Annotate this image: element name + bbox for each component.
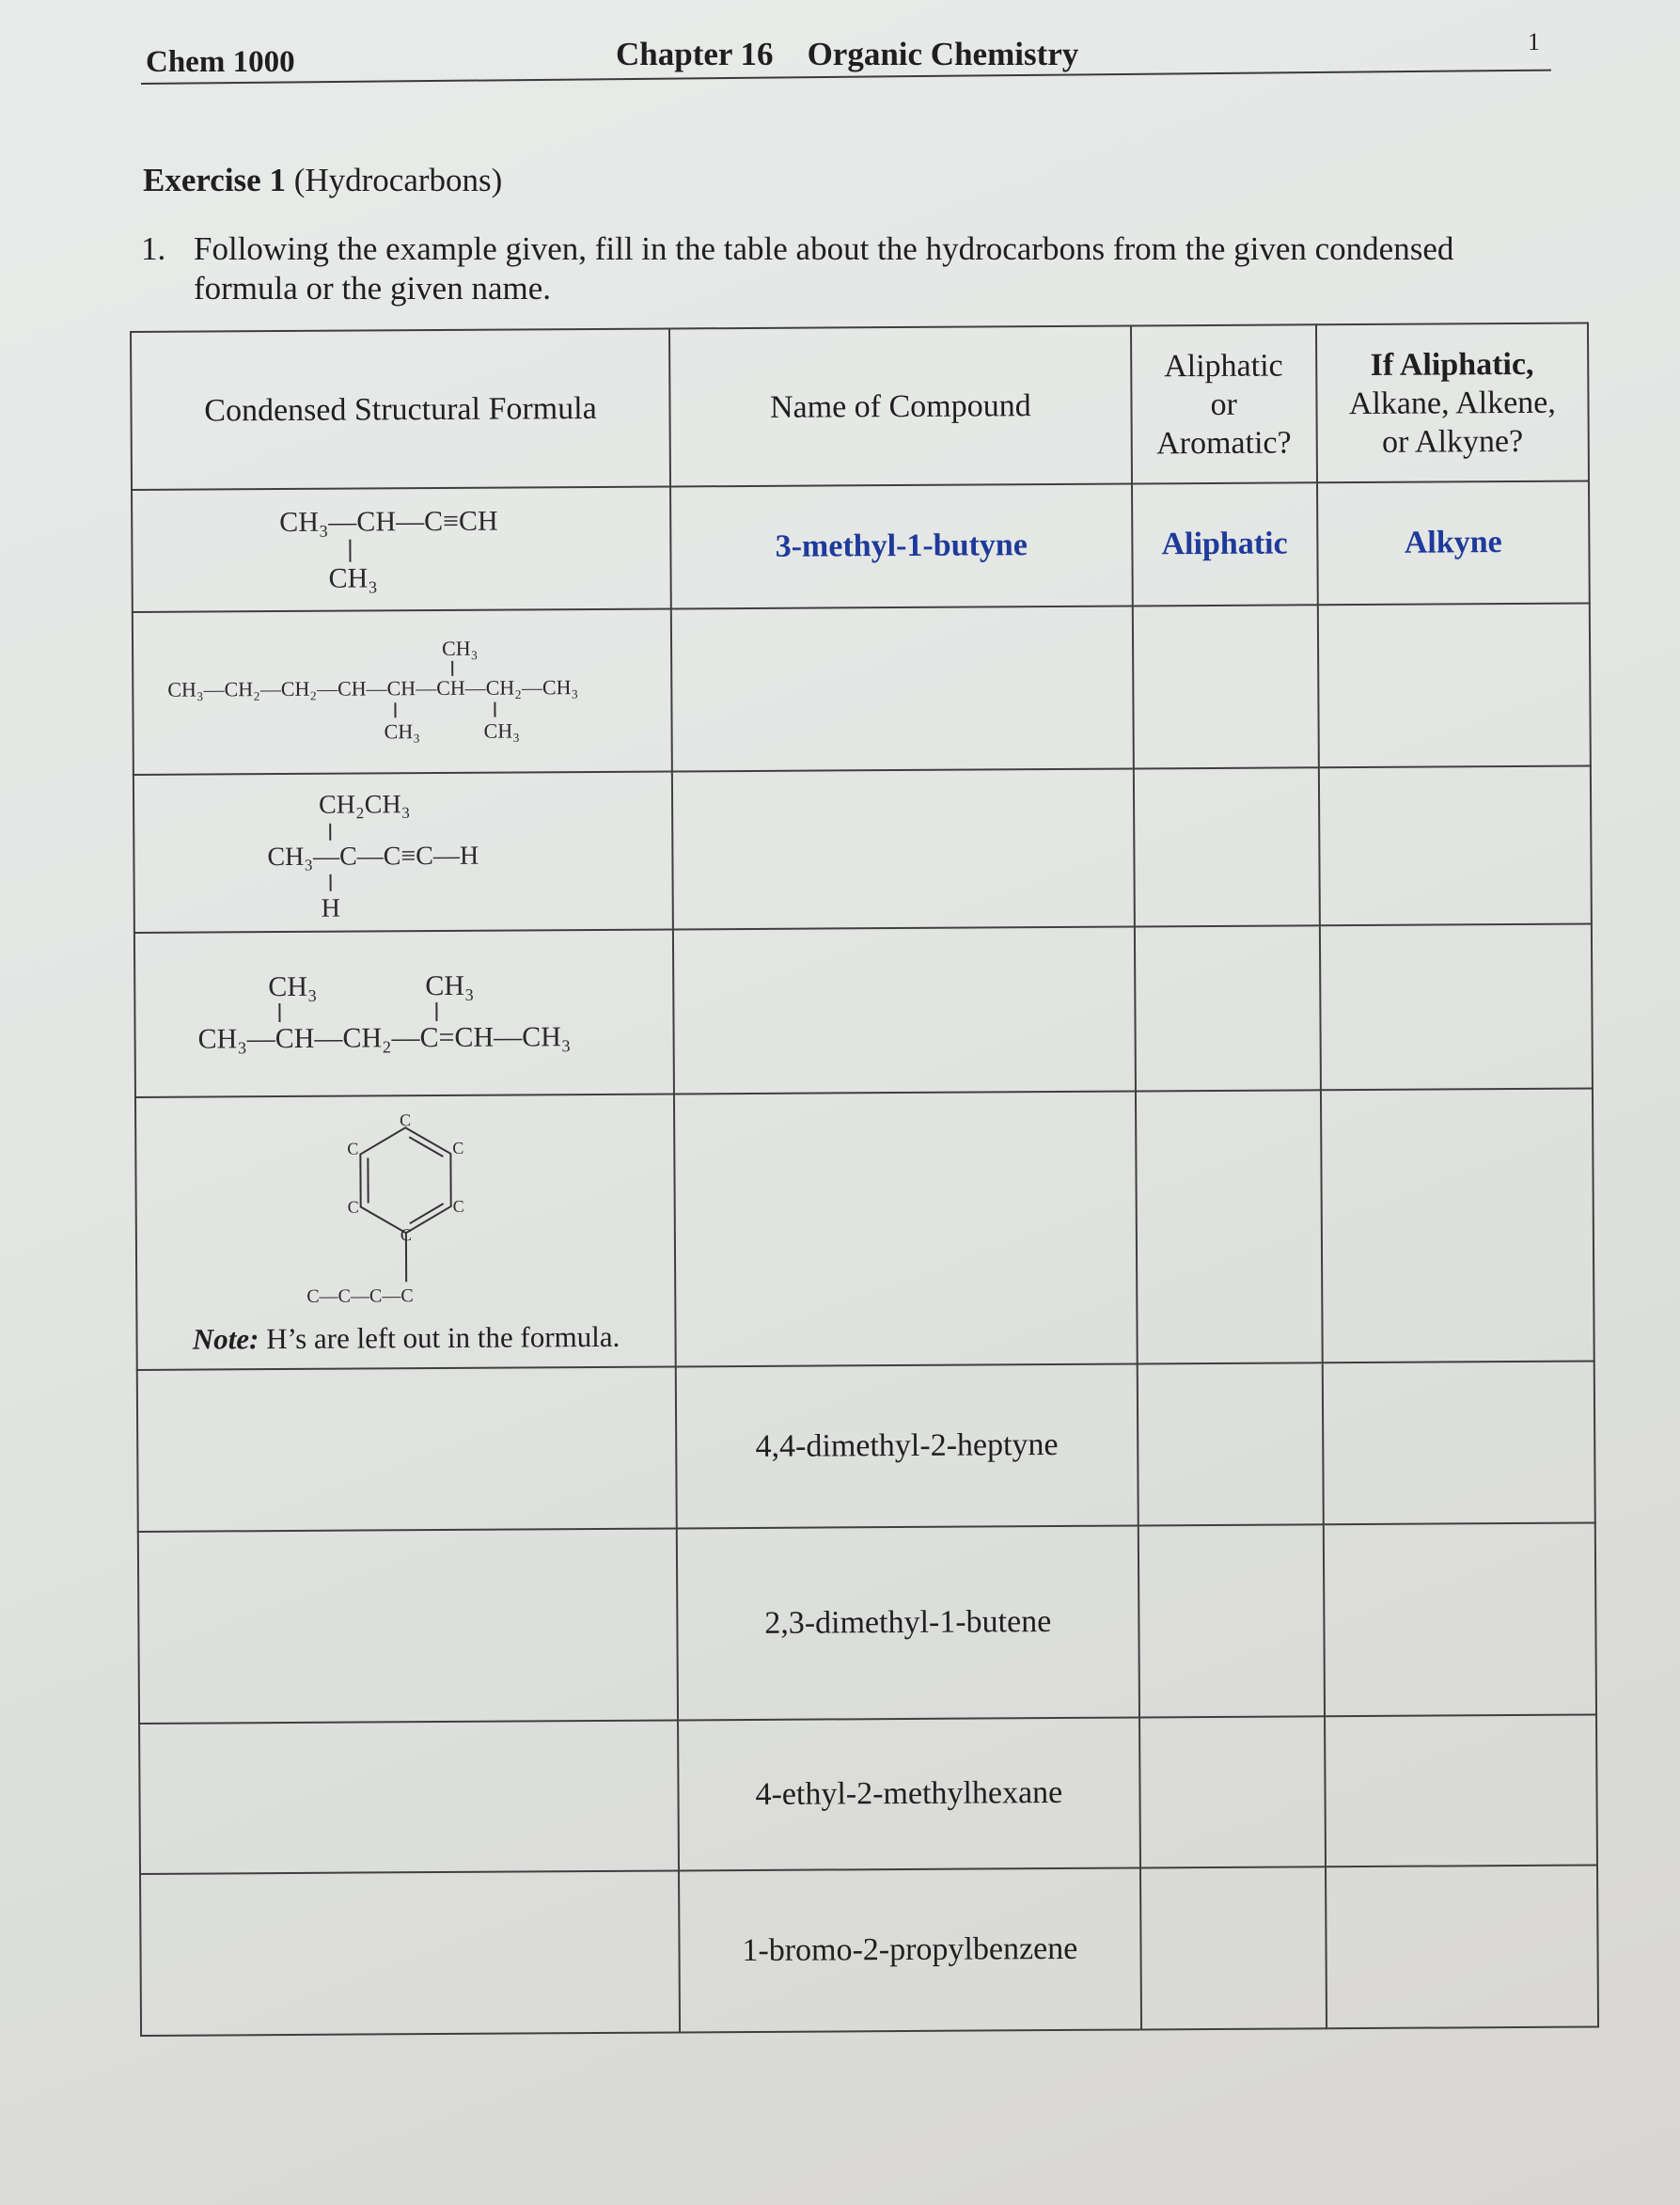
ring-atom: C xyxy=(347,1197,359,1217)
type-cell-blank[interactable] xyxy=(1320,924,1593,1091)
chapter-number: Chapter 16 xyxy=(616,36,774,72)
exercise-title-bold: Exercise 1 xyxy=(143,162,286,198)
type-cell-blank[interactable] xyxy=(1325,1714,1597,1866)
ring-atom: C xyxy=(451,1138,463,1158)
type-cell-blank[interactable] xyxy=(1322,1362,1594,1525)
name-cell-blank[interactable] xyxy=(674,1091,1137,1366)
ring-atom: C xyxy=(346,1139,358,1158)
table-row xyxy=(140,1865,1598,2035)
type-cell-blank[interactable] xyxy=(1321,1089,1594,1363)
chapter-heading xyxy=(616,36,1078,73)
header-aliphatic: Aliphatic or Aromatic? xyxy=(1131,324,1317,483)
table-row xyxy=(132,481,1590,612)
formula-substituent: CH₂CH₃ xyxy=(318,790,411,820)
formula-cell-blank[interactable] xyxy=(137,1366,677,1531)
instruction-text: Following the example given, fill in the table about the hydrocarbons from the given condensed formula or the given name. xyxy=(194,230,1454,307)
given-name: 4-ethyl-2-methylhexane xyxy=(678,1717,1140,1870)
item-number: 1. xyxy=(141,230,166,267)
header-name: Name of Compound xyxy=(669,325,1132,486)
formula-cell xyxy=(135,1094,676,1369)
formula-note: Note: H’s are left out in the formula. xyxy=(192,1319,620,1356)
formula-main-chain: CH₃—C—C≡C—H xyxy=(266,841,479,873)
table-row xyxy=(139,1714,1597,1873)
formula-cell-blank[interactable] xyxy=(139,1720,679,1873)
hydrocarbon-table xyxy=(130,323,1599,2037)
class-cell-blank[interactable] xyxy=(1140,1866,1327,2029)
formula-cell xyxy=(134,929,674,1096)
formula-substituent: CH₃ xyxy=(328,562,378,594)
exercise-title-rest: (Hydrocarbons) xyxy=(285,162,503,198)
exercise-title xyxy=(143,162,502,199)
formula-3-methyl-1-butyne xyxy=(204,496,600,603)
class-cell-blank[interactable] xyxy=(1136,1090,1323,1363)
type-cell-blank[interactable] xyxy=(1323,1523,1596,1717)
header-formula: Condensed Structural Formula xyxy=(131,328,670,489)
formula-cell xyxy=(132,486,671,611)
class-cell-blank[interactable] xyxy=(1132,605,1318,768)
formula-main-chain: CH₃—CH—C≡CH xyxy=(278,505,498,539)
table-row xyxy=(137,1362,1595,1532)
formula-branched-octane xyxy=(157,620,647,764)
type-cell-blank[interactable] xyxy=(1317,604,1590,768)
type-cell-blank[interactable] xyxy=(1326,1865,1598,2028)
course-label: Chem 1000 xyxy=(146,45,295,79)
example-name: 3-methyl-1-butyne xyxy=(670,483,1132,608)
formula-substituent: CH₃ xyxy=(424,969,475,1001)
ring-atom: C xyxy=(399,1110,411,1130)
chapter-topic: Organic Chemistry xyxy=(807,36,1079,72)
side-chain: C—C—C—C xyxy=(306,1285,414,1307)
instruction xyxy=(141,229,1523,308)
given-name: 2,3-dimethyl-1-butene xyxy=(677,1525,1139,1720)
given-name: 4,4-dimethyl-2-heptyne xyxy=(676,1363,1138,1528)
formula-3-methyl-1-pentyne xyxy=(205,780,601,924)
name-cell-blank[interactable] xyxy=(671,606,1134,771)
class-cell-blank[interactable] xyxy=(1138,1524,1324,1717)
ring-atom: C xyxy=(452,1196,464,1216)
formula-substituent: CH₃ xyxy=(483,717,520,743)
table-header-row xyxy=(131,323,1589,490)
class-cell-blank[interactable] xyxy=(1135,925,1321,1091)
header-type: If Aliphatic, Alkane, Alkene, or Alkyne? xyxy=(1316,323,1589,483)
formula-hydrogen: H xyxy=(321,893,340,923)
formula-substituent: CH₃ xyxy=(441,636,478,660)
formula-substituent: CH₃ xyxy=(267,970,318,1002)
class-cell-blank[interactable] xyxy=(1139,1716,1326,1867)
table-row xyxy=(133,604,1591,775)
formula-substituent: CH₃ xyxy=(384,718,420,743)
given-name: 1-bromo-2-propylbenzene xyxy=(679,1867,1141,2032)
table-row xyxy=(134,924,1593,1097)
formula-cell-blank[interactable] xyxy=(140,1870,680,2035)
name-cell-blank[interactable] xyxy=(673,926,1136,1094)
formula-cell xyxy=(133,771,673,932)
ring-atom: C xyxy=(400,1225,412,1245)
table-row xyxy=(138,1523,1596,1724)
table-row xyxy=(135,1089,1594,1370)
table-row xyxy=(133,766,1592,933)
formula-dimethyl-hexene xyxy=(169,955,640,1071)
example-type: Alkyne xyxy=(1317,481,1590,606)
formula-cell-blank[interactable] xyxy=(138,1528,678,1723)
example-class: Aliphatic xyxy=(1132,482,1318,606)
formula-cell xyxy=(133,608,672,774)
type-cell-blank[interactable] xyxy=(1319,766,1592,926)
formula-main-chain: CH₃—CH—CH₂—C=CH—CH₃ xyxy=(197,1020,571,1055)
name-cell-blank[interactable] xyxy=(672,768,1135,929)
formula-main-chain: CH₃—CH₂—CH₂—CH—CH—CH—CH₂—CH₃ xyxy=(166,674,578,701)
formula-propylbenzene-ring xyxy=(292,1108,519,1315)
class-cell-blank[interactable] xyxy=(1134,767,1320,926)
class-cell-blank[interactable] xyxy=(1137,1362,1323,1525)
page-number: 1 xyxy=(1528,28,1540,55)
